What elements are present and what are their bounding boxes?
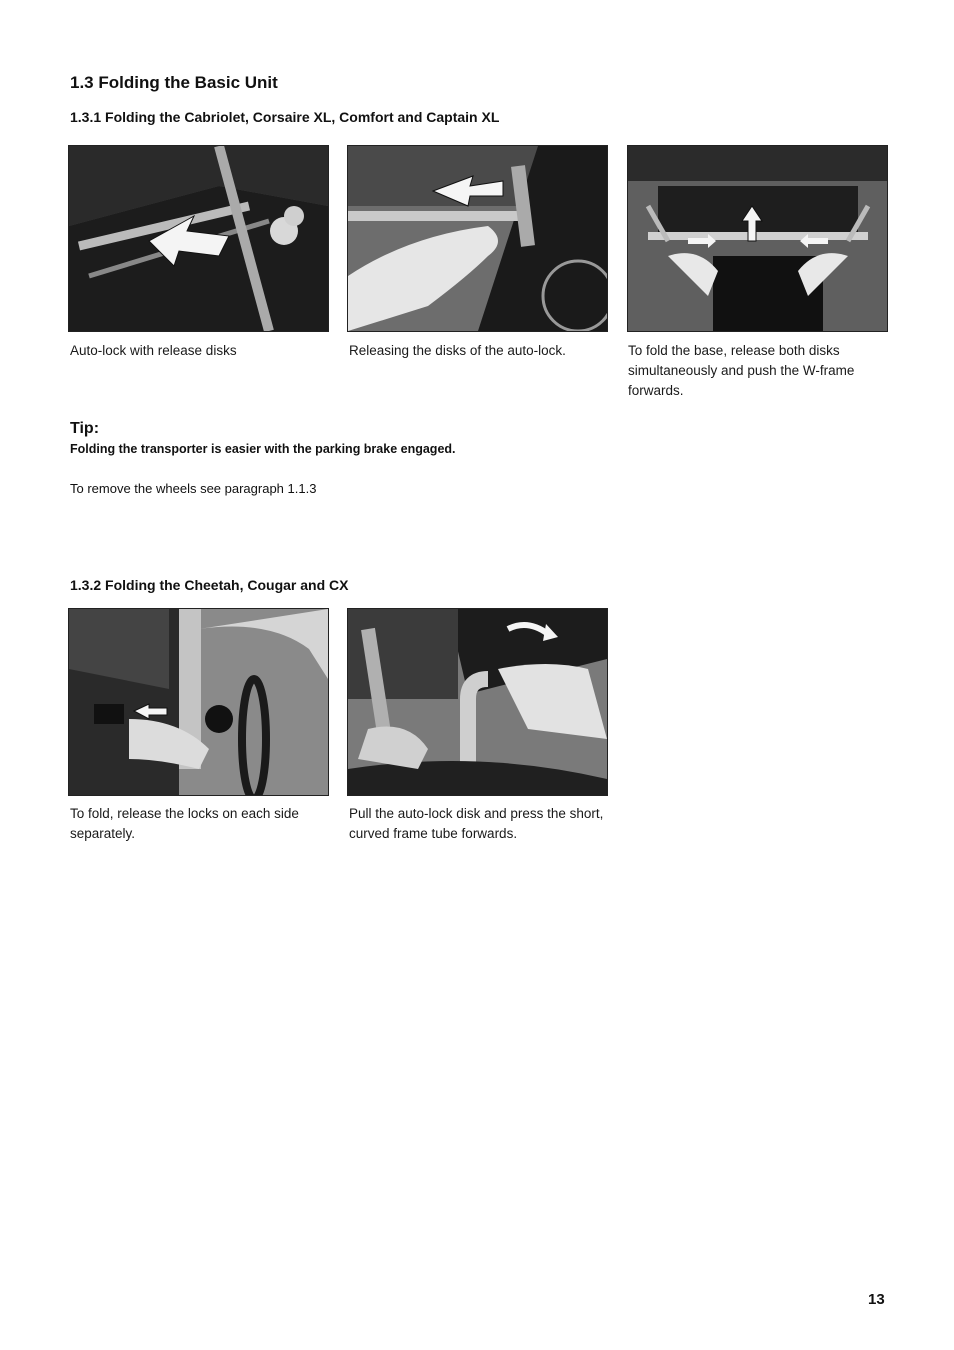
caption-auto-lock: Auto-lock with release disks	[70, 343, 237, 358]
wheel-removal-note: To remove the wheels see paragraph 1.1.3	[70, 481, 317, 496]
caption-side-locks: To fold, release the locks on each side separately.	[70, 806, 299, 841]
side-lock-photo	[68, 608, 329, 796]
w-frame-photo	[627, 145, 888, 332]
subsection-title-2: 1.3.2 Folding the Cheetah, Cougar and CX	[70, 577, 349, 593]
section-title: 1.3 Folding the Basic Unit	[70, 73, 278, 92]
caption-release-disks: Releasing the disks of the auto-lock.	[349, 343, 566, 358]
tip-title: Tip:	[70, 420, 100, 437]
auto-lock-photo	[68, 145, 329, 332]
caption-w-frame: To fold the base, release both disks simultaneously and push the W-frame forwards.	[628, 343, 855, 398]
subsection-title-1: 1.3.1 Folding the Cabriolet, Corsaire XL, Comfort and Captain XL	[70, 109, 500, 125]
caption-curved-tube: Pull the auto-lock disk and press the short, curved frame tube forwards.	[349, 806, 604, 841]
release-disk-photo	[347, 145, 608, 332]
tip-text: Folding the transporter is easier with the parking brake engaged.	[70, 442, 456, 456]
curved-tube-photo	[347, 608, 608, 796]
page-number: 13	[868, 1291, 885, 1308]
